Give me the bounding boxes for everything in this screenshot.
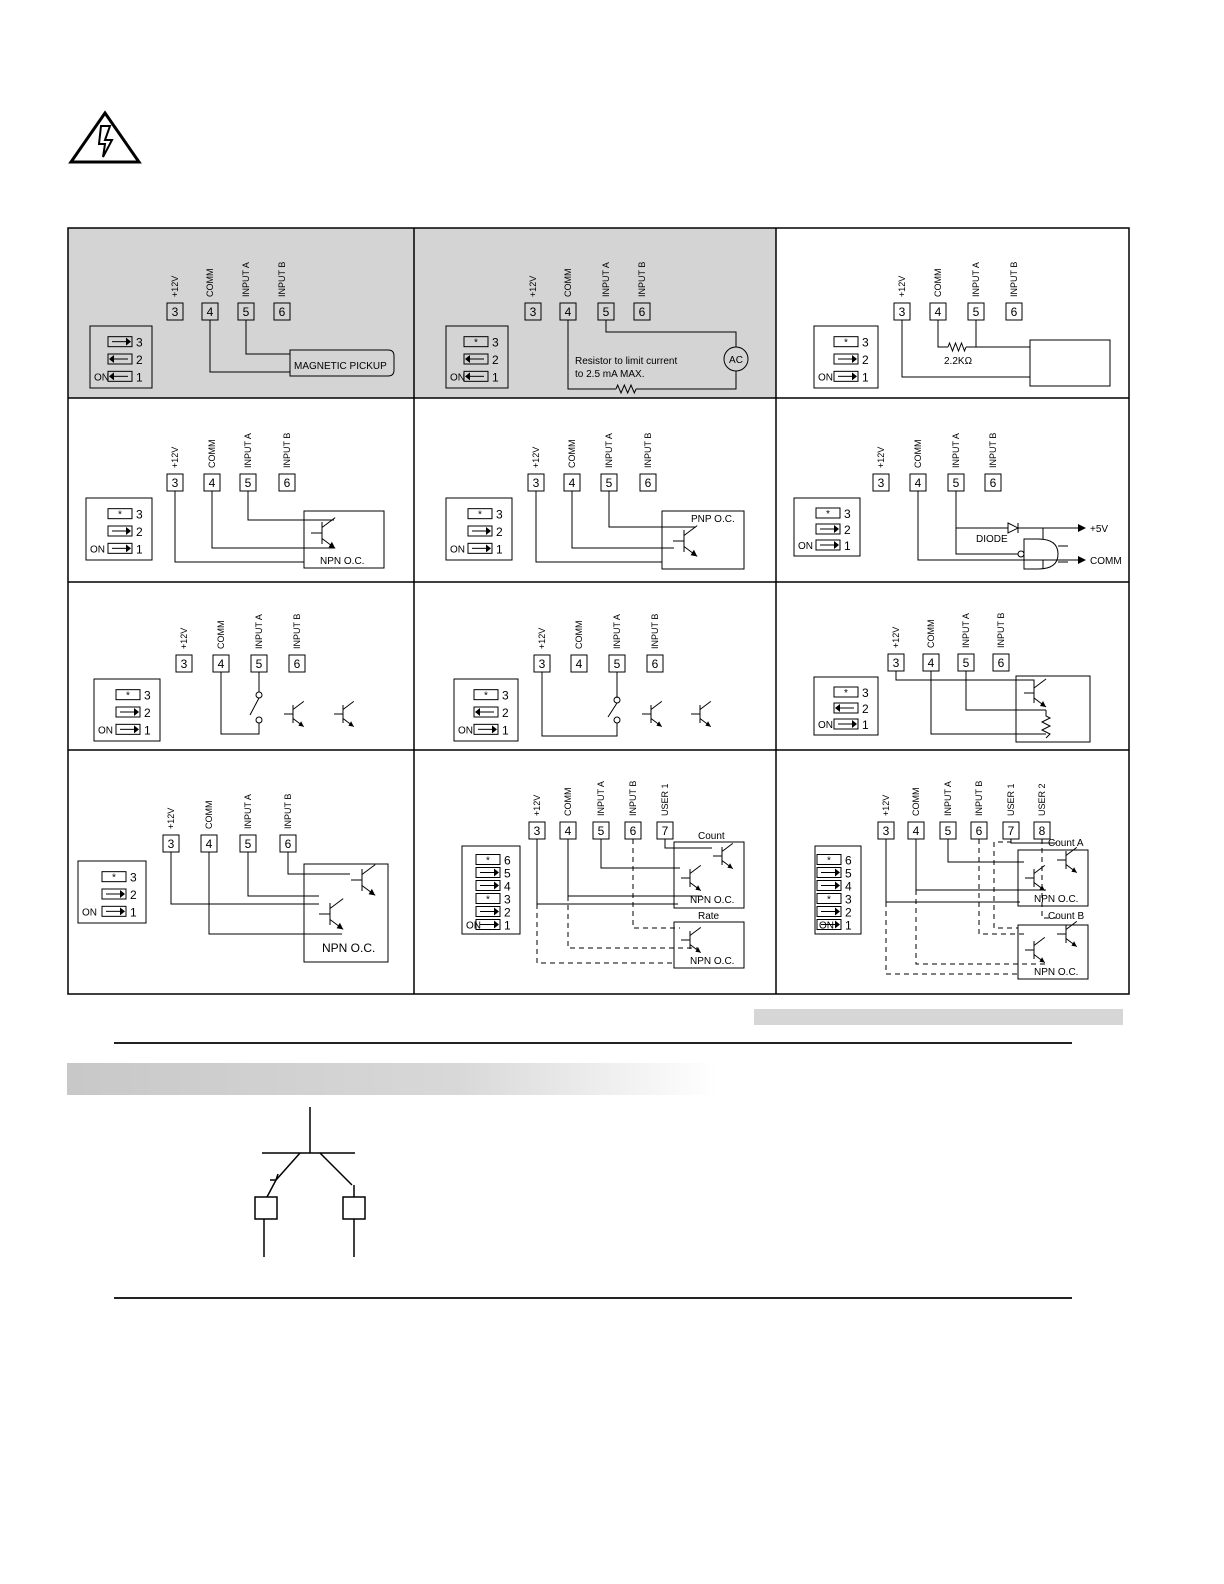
- terminal-number: 3: [180, 657, 188, 671]
- terminal-number: 5: [605, 476, 613, 490]
- comm-label: COMM: [1090, 556, 1122, 567]
- arrow-right-icon: [492, 725, 497, 733]
- terminal-label: COMM: [563, 268, 573, 297]
- npn-label: NPN O.C.: [1034, 894, 1079, 905]
- device-box: [1016, 676, 1090, 742]
- terminal-number: 4: [564, 824, 572, 838]
- arrow-right-icon: [494, 921, 499, 929]
- arrow-right-icon: [834, 525, 839, 533]
- terminal-number: 3: [171, 476, 179, 490]
- terminal-label: COMM: [205, 268, 215, 297]
- switch-number: 3: [144, 688, 151, 703]
- contact-point: [256, 692, 262, 698]
- wire-line: [608, 703, 617, 717]
- wire-line: [902, 320, 1030, 377]
- transistor-symbol-diagram: [240, 1105, 370, 1265]
- switch-number: 6: [504, 853, 511, 868]
- counta-label: Count A: [1048, 838, 1084, 849]
- arrow-right-icon: [494, 869, 499, 877]
- switch-number: 1: [136, 542, 143, 557]
- terminal-label: COMM: [926, 619, 936, 648]
- count-label: Count: [698, 831, 725, 842]
- panel-resistor: [814, 262, 1110, 388]
- magnetic-pickup-label: MAGNETIC PICKUP: [294, 361, 387, 372]
- terminal-number: 4: [568, 476, 576, 490]
- terminal-number: 6: [975, 824, 983, 838]
- terminal-label: INPUT A: [971, 262, 981, 297]
- warning-electric-icon: [68, 110, 142, 166]
- diode-icon: [1008, 523, 1018, 533]
- panel-contact-a: [94, 614, 354, 741]
- wiring-grid-svg: [68, 228, 1129, 994]
- switch-number: 2: [502, 706, 509, 720]
- wire-line: [651, 701, 662, 709]
- terminal-label: INPUT A: [951, 433, 961, 468]
- switch-number: 3: [136, 335, 143, 350]
- terminal-number: 6: [284, 837, 292, 851]
- rate-label: Rate: [698, 911, 720, 922]
- terminal-number: 4: [564, 305, 572, 319]
- switch-number: 3: [502, 688, 509, 703]
- resistor-note-line2: to 2.5 mA MAX.: [575, 369, 645, 380]
- terminal-label: COMM: [933, 268, 943, 297]
- arrow-right-icon: [494, 882, 499, 890]
- transistor-arrow: [727, 863, 732, 868]
- on-label: ON: [90, 544, 105, 556]
- panel-pullup: [814, 613, 1090, 742]
- npn-label: NPN O.C.: [1034, 967, 1079, 978]
- wire-line: [918, 491, 1083, 560]
- terminal-label: USER 1: [660, 783, 670, 816]
- on-label: ON: [450, 544, 465, 556]
- terminal-label: INPUT B: [974, 780, 984, 816]
- arrow-right-icon: [126, 544, 131, 552]
- transistor-arrow: [691, 550, 698, 557]
- terminal-label: INPUT A: [243, 433, 253, 468]
- terminal-label: INPUT B: [292, 613, 302, 649]
- terminal-number: 6: [651, 657, 659, 671]
- gate-bubble: [1018, 551, 1024, 557]
- arrow-right-icon: [1078, 524, 1086, 532]
- arrow-right-icon: [1078, 556, 1086, 564]
- terminal-number: 3: [171, 305, 179, 319]
- wire-line: [956, 491, 1008, 528]
- pnp-label: PNP O.C.: [691, 514, 735, 525]
- terminal-label: INPUT B: [1009, 261, 1019, 297]
- contact-point: [614, 717, 620, 723]
- terminal-label: +12V: [531, 446, 541, 468]
- switch-number: 6: [845, 853, 852, 868]
- wire-line: [633, 839, 680, 928]
- terminal-number: 5: [244, 476, 252, 490]
- npn-label: NPN O.C.: [690, 895, 735, 906]
- switch-number: 2: [862, 353, 869, 367]
- terminal-number: 5: [972, 305, 980, 319]
- terminal-label: INPUT B: [282, 432, 292, 468]
- arrow-right-icon: [835, 921, 840, 929]
- arrow-right-icon: [835, 882, 840, 890]
- arrow-right-icon: [134, 725, 139, 733]
- terminal-label: COMM: [216, 620, 226, 649]
- switch-number: 2: [136, 353, 143, 367]
- terminal-number: 4: [217, 657, 225, 671]
- terminal-number: 5: [962, 656, 970, 670]
- contact-point: [256, 717, 262, 723]
- arrow-left-icon: [475, 708, 480, 716]
- wiring-diagram-grid: [68, 228, 1129, 994]
- transistor-arrow: [1039, 957, 1044, 962]
- terminal-label: +12V: [166, 807, 176, 829]
- transistor-arrow: [656, 721, 661, 726]
- on-label: ON: [98, 725, 113, 737]
- wire-line: [948, 343, 966, 351]
- panel-quadrature: [78, 794, 388, 962]
- terminal-number: 3: [538, 657, 546, 671]
- terminal-number: 5: [944, 824, 952, 838]
- arrow-right-icon: [852, 372, 857, 380]
- wire-line: [690, 927, 701, 935]
- transistor-arrow: [298, 721, 303, 726]
- arrow-right-icon: [852, 355, 857, 363]
- terminal-number: 7: [661, 824, 669, 838]
- terminal-number: 3: [892, 656, 900, 670]
- panel-diode: [794, 433, 1122, 569]
- switch-number: 1: [504, 918, 511, 933]
- on-label: ON: [819, 920, 834, 932]
- arrow-right-icon: [134, 708, 139, 716]
- wire-line: [343, 701, 354, 709]
- wire-line: [537, 904, 676, 963]
- arrow-right-icon: [486, 544, 491, 552]
- star-mark: *: [844, 337, 848, 349]
- terminal-number: 5: [242, 305, 250, 319]
- terminal-number: 5: [952, 476, 960, 490]
- switch-number: 3: [136, 507, 143, 522]
- terminal-label: +12V: [897, 275, 907, 297]
- switch-number: 3: [496, 507, 503, 522]
- wire-line: [886, 839, 1020, 902]
- wire-line: [362, 865, 375, 875]
- terminal-label: INPUT A: [601, 262, 611, 297]
- panel-count-ab: [815, 781, 1088, 979]
- arrow-right-icon: [486, 527, 491, 535]
- wire-line: [250, 698, 259, 715]
- terminal-label: +12V: [170, 446, 180, 468]
- wire-line: [542, 672, 617, 736]
- terminal-number: 3: [882, 824, 890, 838]
- switch-number: 3: [844, 507, 851, 521]
- switch-number: 3: [492, 335, 499, 350]
- terminal-number: 3: [532, 476, 540, 490]
- switch-number: 2: [130, 888, 137, 902]
- star-mark: *: [486, 855, 490, 867]
- section-header-bar: [67, 1063, 717, 1095]
- star-mark: *: [126, 690, 130, 702]
- terminal-label: +12V: [891, 626, 901, 648]
- wire-line: [288, 852, 350, 874]
- terminal-number: 6: [293, 657, 301, 671]
- terminal-number: 6: [278, 305, 286, 319]
- switch-number: 4: [845, 879, 852, 894]
- terminal-number: 6: [1010, 305, 1018, 319]
- switch-number: 4: [504, 879, 511, 894]
- terminal-label: INPUT A: [612, 614, 622, 649]
- wire-line: [248, 491, 334, 520]
- terminal-label: INPUT A: [943, 781, 953, 816]
- terminal-label: INPUT B: [277, 261, 287, 297]
- wire-line: [722, 843, 733, 851]
- switch-number: 1: [136, 370, 143, 385]
- terminal-number: 7: [1007, 824, 1015, 838]
- arrow-right-icon: [494, 908, 499, 916]
- switch-number: 2: [144, 706, 151, 720]
- terminal-number: 6: [638, 305, 646, 319]
- switch-number: 1: [862, 718, 869, 732]
- arrow-right-icon: [852, 720, 857, 728]
- wire-line: [700, 701, 711, 709]
- wire-line: [938, 320, 948, 347]
- wire-line: [690, 865, 701, 873]
- plus5v-label: +5V: [1090, 524, 1109, 535]
- diode-label: DIODE: [976, 534, 1008, 545]
- terminal-label: +12V: [528, 275, 538, 297]
- terminal-number: 5: [244, 837, 252, 851]
- wire-line: [572, 491, 674, 548]
- star-mark: *: [486, 894, 490, 906]
- terminal-number: 4: [205, 837, 213, 851]
- switch-number: 2: [492, 353, 499, 367]
- terminal-number: 6: [997, 656, 1005, 670]
- star-mark: *: [112, 872, 116, 884]
- arrow-right-icon: [835, 908, 840, 916]
- star-mark: *: [827, 894, 831, 906]
- terminal-number: 4: [927, 656, 935, 670]
- switch-number: 5: [504, 866, 511, 881]
- arrow-right-icon: [120, 907, 125, 915]
- divider-line-top: [114, 1042, 1072, 1044]
- terminal-label: COMM: [574, 620, 584, 649]
- transistor-arrow: [1071, 867, 1076, 872]
- wire-line: [1034, 679, 1046, 688]
- terminal-label: INPUT A: [241, 262, 251, 297]
- npn-label: NPN O.C.: [690, 956, 735, 967]
- countb-label: Count B: [1048, 911, 1085, 922]
- terminal-number: 3: [167, 837, 175, 851]
- star-mark: *: [484, 690, 488, 702]
- terminal-label: +12V: [537, 627, 547, 649]
- on-label: ON: [798, 541, 813, 552]
- on-label: ON: [818, 372, 833, 384]
- terminal-label: USER 1: [1006, 783, 1016, 816]
- terminal-number: 4: [575, 657, 583, 671]
- switch-number: 1: [496, 542, 503, 557]
- resistor-note-line1: Resistor to limit current: [575, 356, 678, 367]
- switch-number: 1: [130, 905, 137, 920]
- terminal-label: +12V: [881, 794, 891, 816]
- terminal-label: COMM: [567, 439, 577, 468]
- transistor-arrow: [369, 889, 376, 896]
- terminal-number: 5: [602, 305, 610, 319]
- terminal-label: USER 2: [1037, 783, 1047, 816]
- terminal-label: +12V: [179, 627, 189, 649]
- wire-line: [1034, 865, 1045, 873]
- terminal-number: 4: [912, 824, 920, 838]
- wire-line: [293, 701, 304, 709]
- terminal-label: INPUT B: [988, 432, 998, 468]
- terminal-label: +12V: [170, 275, 180, 297]
- section-header-bar-right: [754, 1009, 1123, 1025]
- switch-number: 1: [862, 370, 869, 385]
- switch-number: 1: [492, 370, 499, 385]
- wire-line: [896, 671, 1034, 688]
- wire-line: [886, 902, 1020, 974]
- star-mark: *: [844, 688, 848, 699]
- panel-contact-b: [454, 614, 711, 741]
- arrow-left-icon: [835, 704, 840, 712]
- terminal-number: 3: [529, 305, 537, 319]
- arrow-right-icon: [126, 527, 131, 535]
- star-mark: *: [118, 509, 122, 521]
- on-label: ON: [450, 372, 465, 384]
- transistor-arrow: [348, 721, 353, 726]
- terminal-label: INPUT B: [628, 780, 638, 816]
- wire-line: [948, 839, 1024, 862]
- on-label: ON: [94, 372, 109, 384]
- star-mark: *: [826, 509, 830, 520]
- terminal-number: 3: [877, 476, 885, 490]
- switch-number: 1: [502, 723, 509, 738]
- switch-number: 2: [845, 905, 852, 920]
- resistor-value: 2.2KΩ: [944, 356, 973, 367]
- transistor-arrow: [337, 923, 344, 930]
- terminal-label: INPUT A: [254, 614, 264, 649]
- arrow-right-icon: [835, 869, 840, 877]
- switch-number: 3: [504, 892, 511, 907]
- terminal-label: INPUT B: [996, 612, 1006, 648]
- terminal-number: 6: [989, 476, 997, 490]
- divider-line-bottom: [114, 1297, 1072, 1299]
- terminal-number: 3: [533, 824, 541, 838]
- wire-line: [916, 890, 1046, 964]
- terminal-number: 6: [629, 824, 637, 838]
- wire-line: [1034, 937, 1045, 945]
- transistor-arrow: [1040, 701, 1046, 707]
- terminal-label: +12V: [876, 446, 886, 468]
- transistor-arrow: [695, 885, 700, 890]
- switch-number: 2: [844, 523, 851, 537]
- device-box: [1030, 340, 1110, 386]
- terminal-label: INPUT B: [650, 613, 660, 649]
- on-label: ON: [82, 907, 97, 919]
- terminal-number: 8: [1038, 824, 1046, 838]
- star-mark: *: [474, 337, 478, 349]
- terminal-label: COMM: [204, 800, 214, 829]
- panel-npn-oc: [86, 433, 384, 568]
- switch-number: 3: [862, 335, 869, 350]
- switch-number: 2: [862, 702, 869, 716]
- terminal-label: INPUT A: [243, 794, 253, 829]
- panel-count-rate: [462, 781, 744, 968]
- switch-number: 5: [845, 866, 852, 881]
- terminal-label: INPUT A: [596, 781, 606, 816]
- switch-number: 2: [136, 525, 143, 539]
- wire-line: [330, 899, 343, 909]
- nand-gate-icon: [1024, 539, 1058, 569]
- arrow-right-icon: [120, 890, 125, 898]
- switch-number: 3: [845, 892, 852, 907]
- transistor-arrow: [1071, 941, 1076, 946]
- on-label: ON: [466, 920, 481, 932]
- wire-line: [609, 491, 696, 527]
- transistor-arrow: [329, 542, 336, 549]
- ac-label: AC: [729, 355, 743, 366]
- terminal-number: 3: [898, 305, 906, 319]
- star-mark: *: [478, 509, 482, 521]
- terminal-label: INPUT B: [637, 261, 647, 297]
- wire-line: [221, 672, 259, 734]
- on-label: ON: [818, 720, 833, 731]
- switch-number: 2: [496, 525, 503, 539]
- terminal-number: 4: [206, 305, 214, 319]
- panel-pnp-oc: [446, 433, 744, 569]
- npn-label: NPN O.C.: [320, 556, 365, 567]
- terminal-number: 6: [644, 476, 652, 490]
- switch-number: 2: [504, 905, 511, 920]
- terminal-label: COMM: [911, 787, 921, 816]
- switch-number: 1: [845, 918, 852, 933]
- terminal-label: INPUT A: [604, 433, 614, 468]
- switch-number: 1: [844, 539, 851, 553]
- on-label: ON: [458, 725, 473, 737]
- terminal-label: COMM: [207, 439, 217, 468]
- terminal-number: 4: [208, 476, 216, 490]
- wire-line: [601, 839, 680, 868]
- wire-line: [979, 839, 1024, 934]
- switch-number: 3: [130, 870, 137, 885]
- switch-number: 1: [144, 723, 151, 738]
- terminal-number: 5: [255, 657, 263, 671]
- wire-line: [537, 839, 678, 904]
- transistor-arrow: [705, 721, 710, 726]
- wire-line: [322, 518, 335, 528]
- terminal-label: COMM: [913, 439, 923, 468]
- star-mark: *: [827, 855, 831, 867]
- wire-line: [994, 842, 1018, 928]
- terminal-label: INPUT A: [961, 613, 971, 648]
- terminal-label: INPUT B: [283, 793, 293, 829]
- terminal-label: +12V: [532, 794, 542, 816]
- npn-quad-label: NPN O.C.: [322, 941, 376, 955]
- terminal-number: 5: [613, 657, 621, 671]
- terminal-number: 6: [283, 476, 291, 490]
- arrow-right-icon: [834, 541, 839, 549]
- terminal-number: 4: [934, 305, 942, 319]
- terminal-number: 4: [914, 476, 922, 490]
- terminal-label: COMM: [563, 787, 573, 816]
- wire-line: [916, 839, 1046, 890]
- switch-number: 3: [862, 686, 869, 700]
- wire-line: [175, 491, 304, 562]
- terminal-label: INPUT B: [643, 432, 653, 468]
- terminal-number: 5: [597, 824, 605, 838]
